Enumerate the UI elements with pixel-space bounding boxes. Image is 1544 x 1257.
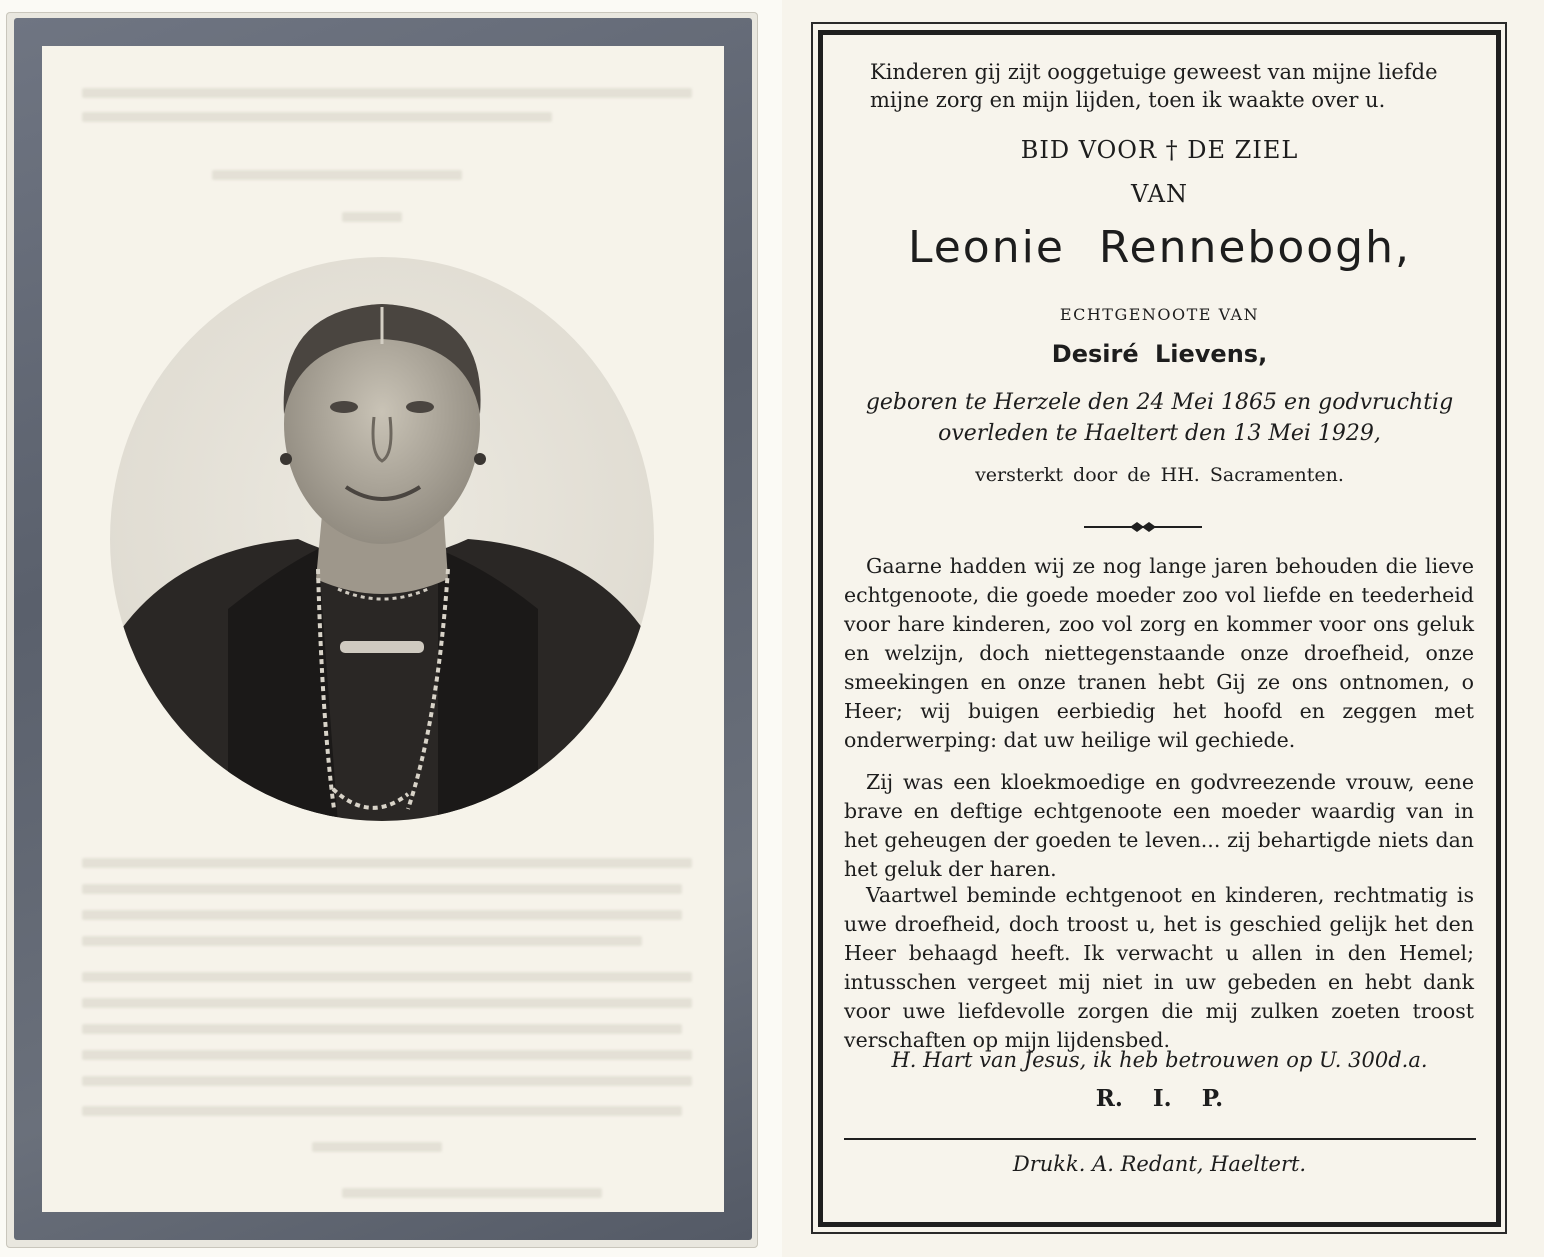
spouse-name: Desiré Lievens, — [1051, 340, 1268, 368]
death-line: overleden te Haeltert den 13 Mei 1929, — [938, 421, 1381, 446]
bleed-through-line — [82, 972, 692, 982]
printer-credit: Drukk. A. Redant, Haeltert. — [1012, 1152, 1307, 1176]
spouse-intro: ECHTGENOOTE VAN — [1059, 305, 1260, 324]
bleed-through-line — [342, 212, 402, 222]
paragraph-3: Vaartwel beminde echtgenoot en kinderen, rechtmatig is uwe droefheid, doch troost u, het is geschied gelijk het den Heer behaagd heeft. Ik verwacht u allen in den Hemel; intusschen vergeet mij niet in uw gebeden en hebt dank voor uwe liefdevolle zorgen die mij zulken zoeten troost verschaften op mijn lijdensbed. — [844, 883, 1474, 1052]
printer-divider — [844, 1138, 1476, 1140]
paragraph-2: Zij was een kloekmoedige en godvreezende vrouw, eene brave en deftige echtgenoote een moeder waardig van in het geheugen der goeden te leven... zij behartigde niets dan het geluk der haren. — [844, 770, 1474, 881]
prayer-heading: BID VOOR † DE ZIEL — [1020, 136, 1299, 164]
photo-card-inner — [42, 46, 724, 1212]
verse-line-2: mijne zorg en mijn lijden, toen ik waakte over u. — [870, 88, 1386, 112]
memorial-text-card — [782, 0, 1544, 1257]
photo-card — [6, 12, 758, 1248]
bleed-through-line — [82, 1050, 692, 1060]
bleed-through-line — [82, 88, 692, 98]
indulgence-prayer: H. Hart van Jesus, ik heb betrouwen op U. 300d.a. — [891, 1048, 1428, 1072]
bleed-through-line — [82, 884, 682, 894]
bleed-through-line — [82, 112, 552, 122]
ornament-divider — [1084, 520, 1202, 534]
bleed-through-line — [342, 1188, 602, 1198]
bleed-through-line — [82, 1106, 682, 1116]
bleed-through-line — [82, 910, 682, 920]
bleed-through-line — [212, 170, 462, 180]
bleed-through-line — [82, 1076, 692, 1086]
bleed-through-line — [82, 858, 692, 868]
birth-line: geboren te Herzele den 24 Mei 1865 en godvruchtig — [865, 390, 1454, 415]
bleed-through-line — [82, 998, 692, 1008]
rip-text: R. I. P. — [1095, 1085, 1224, 1112]
photo-card-border — [14, 18, 752, 1240]
bleed-through-line — [82, 936, 642, 946]
verse-line-1: Kinderen gij zijt ooggetuige geweest van mijne liefde — [870, 60, 1438, 84]
sacraments-line: versterkt door de HH. Sacramenten. — [975, 464, 1344, 486]
van-label: VAN — [1130, 180, 1189, 208]
portrait-photo — [108, 249, 656, 824]
deceased-name: Leonie Renneboogh, — [908, 222, 1411, 273]
paragraph-1: Gaarne hadden wij ze nog lange jaren behouden die lieve echtgenoote, die goede moeder zoo vol liefde en teederheid voor hare kinderen, zoo vol zorg en kommer voor ons geluk en welzijn, doch niettegenstaande onze droefheid, onze smeekingen en onze tranen hebt Gij ze ons ontnomen, o Heer; wij buigen eerbiedig het hoofd en zeggen met onderwerping: dat uw heilige wil gechiede. — [844, 554, 1474, 752]
bleed-through-line — [312, 1142, 442, 1152]
bleed-through-line — [82, 1024, 682, 1034]
